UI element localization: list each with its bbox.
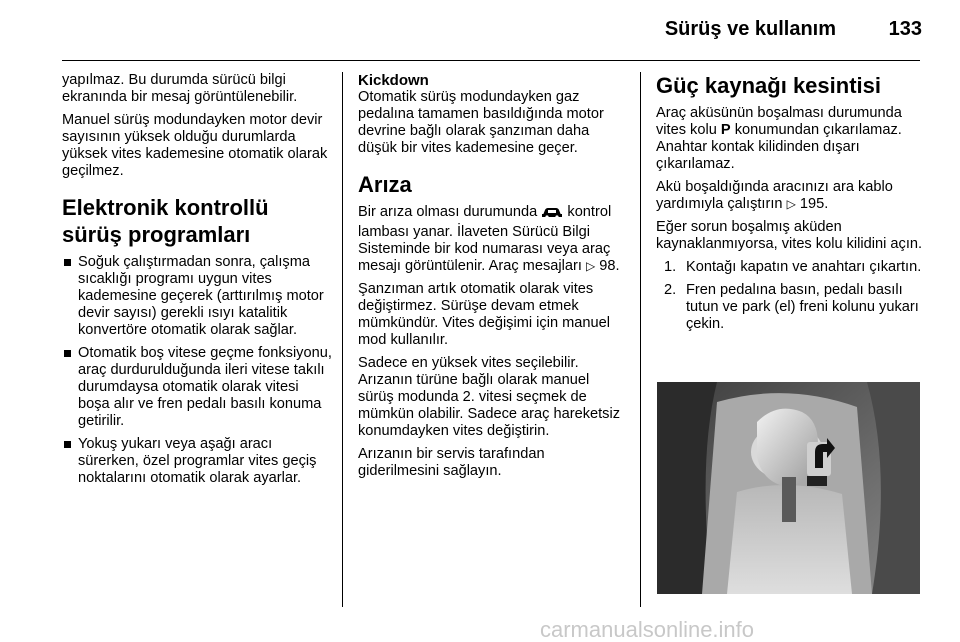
header-rule: [62, 60, 920, 61]
watermark: carmanualsonline.info: [540, 617, 755, 642]
page-reference-link[interactable]: 195.: [799, 196, 829, 212]
subheading-kickdown: Kickdown: [358, 72, 429, 89]
column-3: [656, 72, 926, 339]
section-heading: Arıza: [358, 172, 412, 197]
paragraph: Otomatik sürüş modundayken gaz pedalına tamamen basıldığında motor devrine bağlı olarak şanzıman daha düşük bir vites kademesine geçer.: [358, 89, 604, 156]
list-item: Soğuk çalıştırmadan sonra, çalışma sıcaklığı programı uygun vites kademesine geçerek (arttırılmış motor devir sayısı) gerekli ısıyı katalitik konvertöre otomatik olarak sağlar.: [62, 254, 332, 339]
page-number: 133: [888, 18, 922, 40]
paragraph: Arızanın bir servis tarafından giderilmesini sağlayın.: [358, 446, 545, 479]
list-item: Yokuş yukarı veya aşağı aracı sürerken, özel programlar vites geçiş noktalarını otomatik olarak ayarlar.: [62, 436, 332, 487]
triangle-ref-icon: ▷: [585, 259, 596, 273]
column-divider-1: [342, 72, 343, 607]
page-reference-link[interactable]: 98.: [599, 258, 620, 274]
bullet-icon: [64, 259, 71, 266]
triangle-ref-icon: ▷: [786, 197, 796, 211]
section-heading: Güç kaynağı kesintisi: [656, 73, 881, 98]
gear-position-label: P: [720, 122, 731, 138]
gear-console-photo: [657, 382, 920, 594]
car-transmission-warning-icon: [541, 205, 563, 224]
section-heading: Elektronik kontrollü sürüş programları: [62, 195, 269, 247]
column-2: [358, 72, 628, 486]
paragraph: Sadece en yüksek vites seçilebilir. Arızanın türüne bağlı olarak manuel sürüş modunda 2. vitesi seçmek de mümkün olabilir. Sadece araç hareketsiz konumdayken vites değiştirin.: [358, 355, 621, 439]
page-header-title: Sürüş ve kullanım: [664, 18, 836, 40]
bullet-icon: [64, 350, 71, 357]
list-item: Otomatik boş vitese geçme fonksiyonu, araç durdurulduğunda ileri vitese takılı durumdaysa otomatik olarak vitesi boşa alır ve fren pedalı basılı konuma getirilir.: [62, 345, 332, 430]
list-item: 2. Fren pedalına basın, pedalı basılı tutun ve park (el) freni kolunu yukarı çekin.: [664, 282, 919, 332]
paragraph: Araç aküsünün boşalması durumunda vites kolu P konumundan çıkarılamaz. Anahtar kontak kilidinden dışarı çıkarılamaz.: [656, 105, 902, 172]
column-divider-2: [640, 72, 641, 607]
paragraph: Manuel sürüş modundayken motor devir sayısının yüksek olduğu durumlarda yüksek vites kademesine otomatik olarak geçilmez.: [62, 112, 328, 179]
paragraph: Şanzıman artık otomatik olarak vites değiştirmez. Sürüşe devam etmek mümkündür. Vites değişimi için manuel mod kullanılır.: [358, 281, 610, 348]
paragraph: Bir arıza olması durumunda kontrol lambası yanar. İlaveten Sürücü Bilgi Sisteminde bir kod numarası veya araç mesajı görüntülenir. Araç mesajları ▷ 98.: [358, 204, 620, 274]
column-1: [62, 72, 332, 493]
paragraph: Eğer sorun boşalmış aküden kaynaklanmıyorsa, vites kolu kilidini açın.: [656, 219, 923, 252]
paragraph: yapılmaz. Bu durumda sürücü bilgi ekranında bir mesaj görüntülenebilir.: [62, 72, 298, 105]
paragraph: Akü boşaldığında aracınızı ara kablo yardımıyla çalıştırın ▷ 195.: [656, 179, 893, 212]
list-item: 1. Kontağı kapatın ve anahtarı çıkartın.: [664, 259, 922, 275]
bullet-icon: [64, 441, 71, 448]
